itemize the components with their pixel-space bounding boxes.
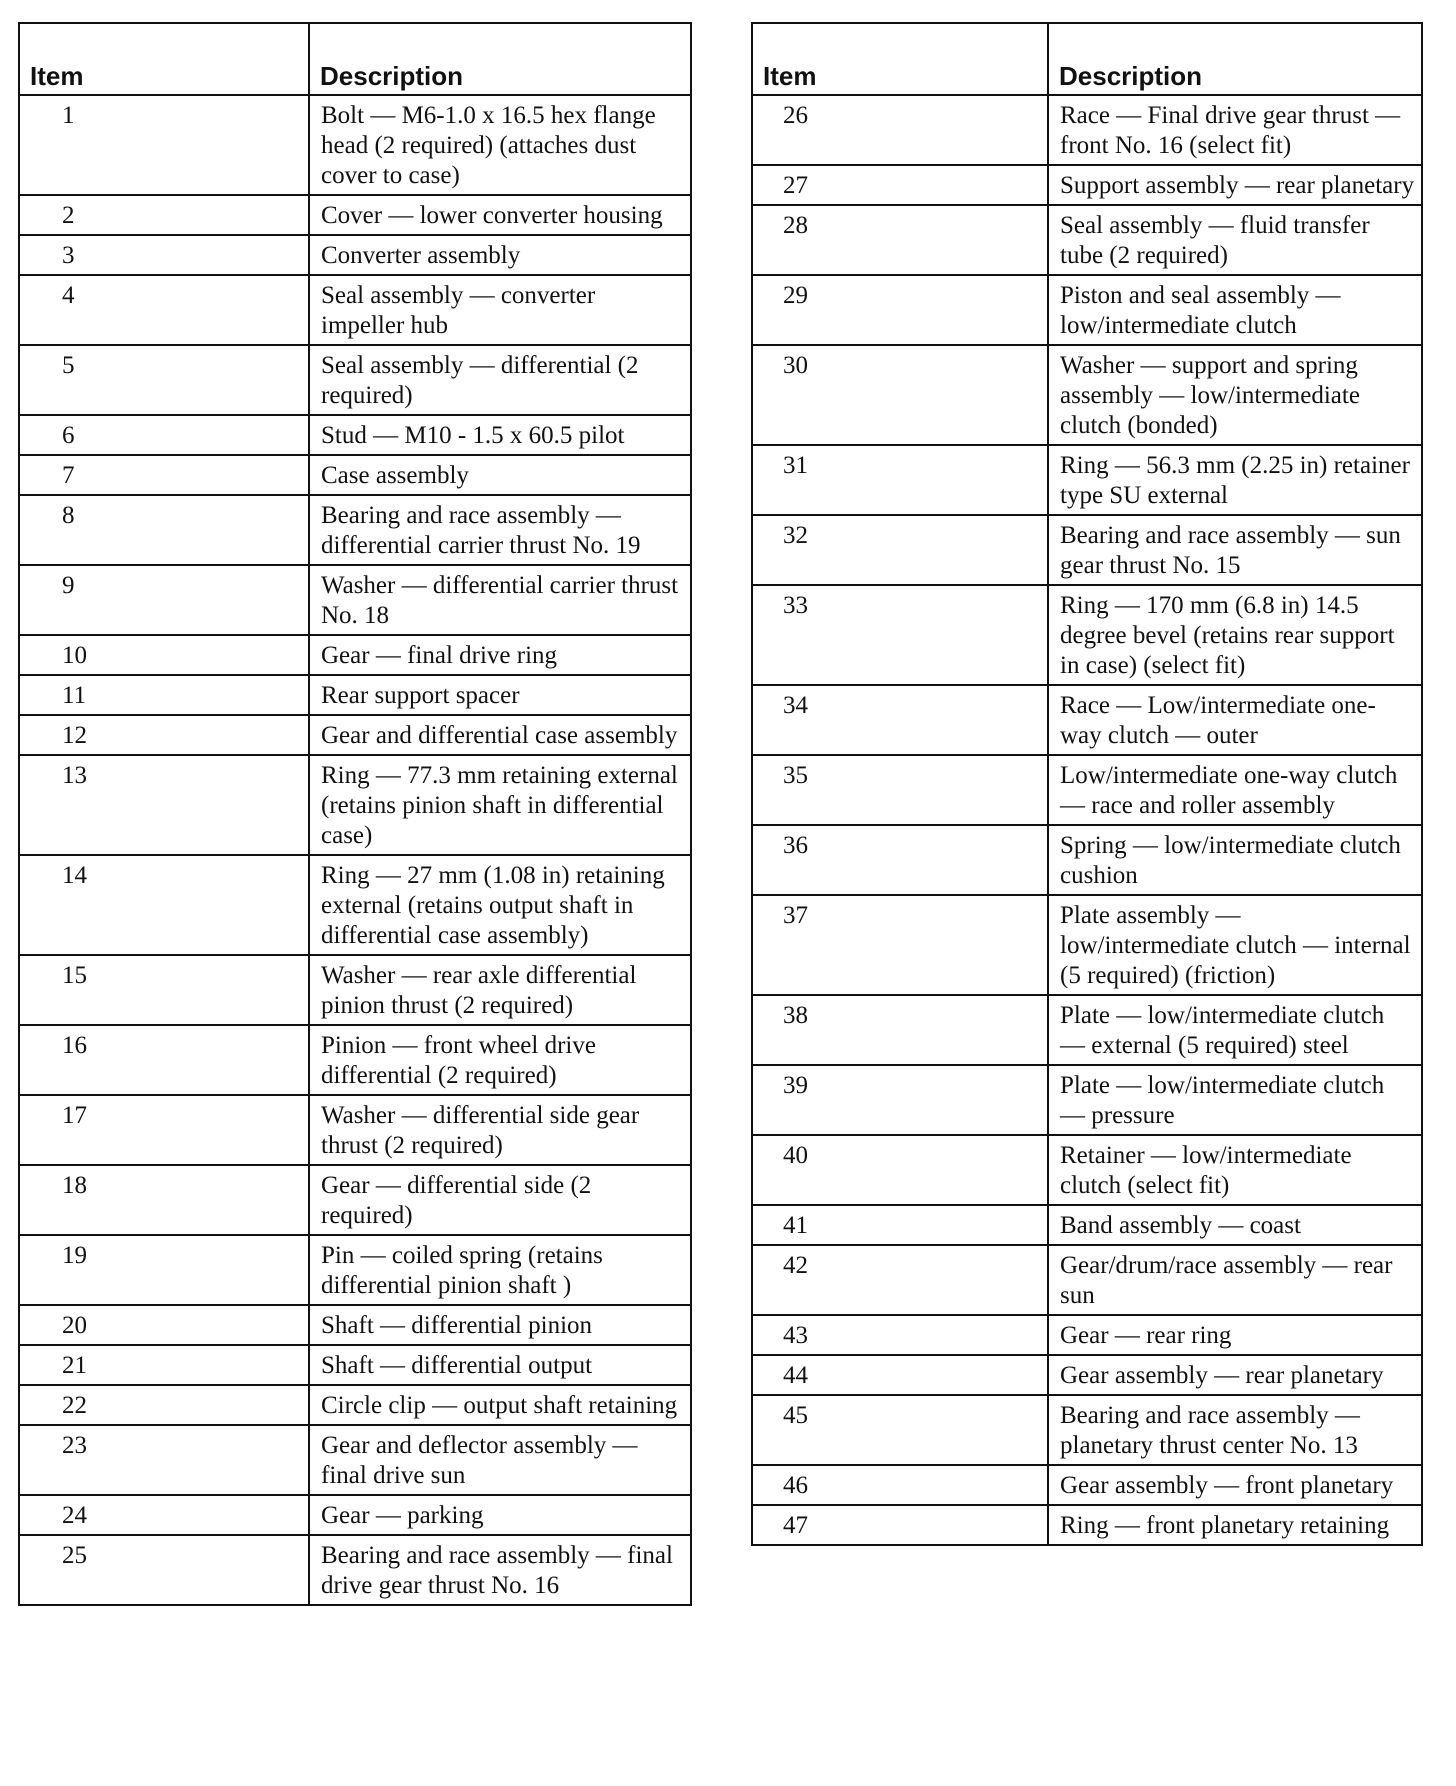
table-row — [19, 195, 691, 235]
table-row — [752, 1205, 1422, 1245]
item-description: Pinion — front wheel drive differential (2 required) — [309, 1025, 691, 1095]
item-description: Washer — support and spring assembly — low/intermediate clutch (bonded) — [1048, 345, 1422, 445]
item-description: Low/intermediate one-way clutch — race and roller assembly — [1048, 755, 1422, 825]
item-number: 6 — [19, 415, 309, 455]
item-description: Ring — front planetary retaining — [1048, 1505, 1422, 1545]
item-number: 12 — [19, 715, 309, 755]
item-description: Case assembly — [309, 455, 691, 495]
table-row — [19, 345, 691, 415]
item-description: Converter assembly — [309, 235, 691, 275]
item-description: Bearing and race assembly — differential carrier thrust No. 19 — [309, 495, 691, 565]
item-description: Gear and deflector assembly — final drive sun — [309, 1425, 691, 1495]
item-number: 44 — [752, 1355, 1048, 1395]
parts-table-left-body — [19, 95, 691, 1605]
item-description: Gear — final drive ring — [309, 635, 691, 675]
table-row — [19, 715, 691, 755]
item-number: 45 — [752, 1395, 1048, 1465]
table-row — [19, 95, 691, 195]
item-number: 34 — [752, 685, 1048, 755]
item-number: 37 — [752, 895, 1048, 995]
item-description: Race — Final drive gear thrust — front No. 16 (select fit) — [1048, 95, 1422, 165]
item-description: Shaft — differential output — [309, 1345, 691, 1385]
description-column-header: Description — [309, 23, 691, 95]
item-description: Plate — low/intermediate clutch — pressure — [1048, 1065, 1422, 1135]
item-number: 42 — [752, 1245, 1048, 1315]
table-row — [752, 345, 1422, 445]
table-row — [19, 565, 691, 635]
item-description: Ring — 27 mm (1.08 in) retaining external (retains output shaft in differential case assembly) — [309, 855, 691, 955]
item-number: 36 — [752, 825, 1048, 895]
table-row — [752, 445, 1422, 515]
item-number: 24 — [19, 1495, 309, 1535]
item-number: 23 — [19, 1425, 309, 1495]
item-number: 9 — [19, 565, 309, 635]
table-row — [19, 1345, 691, 1385]
item-number: 41 — [752, 1205, 1048, 1245]
item-number: 20 — [19, 1305, 309, 1345]
table-row — [19, 1425, 691, 1495]
table-row — [752, 1135, 1422, 1205]
description-column-header: Description — [1048, 23, 1422, 95]
item-description: Plate assembly — low/intermediate clutch — internal (5 required) (friction) — [1048, 895, 1422, 995]
item-number: 40 — [752, 1135, 1048, 1205]
item-number: 22 — [19, 1385, 309, 1425]
item-description: Race — Low/intermediate one-way clutch — outer — [1048, 685, 1422, 755]
item-description: Retainer — low/intermediate clutch (select fit) — [1048, 1135, 1422, 1205]
item-number: 38 — [752, 995, 1048, 1065]
item-description: Piston and seal assembly — low/intermediate clutch — [1048, 275, 1422, 345]
item-number: 28 — [752, 205, 1048, 275]
item-number: 10 — [19, 635, 309, 675]
table-row — [752, 1505, 1422, 1545]
item-description: Bearing and race assembly — sun gear thrust No. 15 — [1048, 515, 1422, 585]
table-row — [19, 635, 691, 675]
item-description: Seal assembly — fluid transfer tube (2 required) — [1048, 205, 1422, 275]
table-row — [19, 275, 691, 345]
table-row — [752, 1245, 1422, 1315]
table-row — [752, 165, 1422, 205]
table-row — [19, 1535, 691, 1605]
table-row — [752, 1465, 1422, 1505]
item-number: 39 — [752, 1065, 1048, 1135]
item-number: 16 — [19, 1025, 309, 1095]
item-description: Pin — coiled spring (retains differential pinion shaft ) — [309, 1235, 691, 1305]
item-number: 32 — [752, 515, 1048, 585]
item-description: Washer — rear axle differential pinion thrust (2 required) — [309, 955, 691, 1025]
item-description: Seal assembly — converter impeller hub — [309, 275, 691, 345]
item-description: Seal assembly — differential (2 required) — [309, 345, 691, 415]
item-description: Rear support spacer — [309, 675, 691, 715]
table-row — [19, 1385, 691, 1425]
item-number: 18 — [19, 1165, 309, 1235]
item-description: Circle clip — output shaft retaining — [309, 1385, 691, 1425]
table-row — [19, 855, 691, 955]
item-description: Bearing and race assembly — final drive gear thrust No. 16 — [309, 1535, 691, 1605]
item-number: 13 — [19, 755, 309, 855]
item-number: 31 — [752, 445, 1048, 515]
item-description: Ring — 77.3 mm retaining external (retains pinion shaft in differential case) — [309, 755, 691, 855]
item-description: Gear — parking — [309, 1495, 691, 1535]
table-row — [752, 685, 1422, 755]
item-description: Washer — differential carrier thrust No. 18 — [309, 565, 691, 635]
table-row — [752, 585, 1422, 685]
item-column-header: Item — [752, 23, 1048, 95]
table-row — [19, 1025, 691, 1095]
table-row — [19, 1095, 691, 1165]
item-number: 1 — [19, 95, 309, 195]
item-number: 46 — [752, 1465, 1048, 1505]
item-description: Gear — differential side (2 required) — [309, 1165, 691, 1235]
item-description: Gear — rear ring — [1048, 1315, 1422, 1355]
item-number: 8 — [19, 495, 309, 565]
item-description: Spring — low/intermediate clutch cushion — [1048, 825, 1422, 895]
table-row — [752, 1355, 1422, 1395]
table-row — [19, 235, 691, 275]
table-row — [752, 895, 1422, 995]
item-number: 29 — [752, 275, 1048, 345]
item-number: 7 — [19, 455, 309, 495]
item-description: Cover — lower converter housing — [309, 195, 691, 235]
parts-table-right-body — [752, 95, 1422, 1545]
table-row — [19, 755, 691, 855]
item-number: 30 — [752, 345, 1048, 445]
table-row — [19, 955, 691, 1025]
item-description: Bearing and race assembly — planetary thrust center No. 13 — [1048, 1395, 1422, 1465]
table-row — [752, 1395, 1422, 1465]
table-row — [19, 675, 691, 715]
table-row — [752, 95, 1422, 165]
item-description: Gear and differential case assembly — [309, 715, 691, 755]
table-row — [752, 1315, 1422, 1355]
item-number: 3 — [19, 235, 309, 275]
table-row — [752, 275, 1422, 345]
item-number: 2 — [19, 195, 309, 235]
item-description: Ring — 56.3 mm (2.25 in) retainer type SU external — [1048, 445, 1422, 515]
item-number: 21 — [19, 1345, 309, 1385]
item-number: 43 — [752, 1315, 1048, 1355]
table-row — [752, 995, 1422, 1065]
item-description: Washer — differential side gear thrust (2 required) — [309, 1095, 691, 1165]
item-number: 26 — [752, 95, 1048, 165]
item-description: Gear assembly — rear planetary — [1048, 1355, 1422, 1395]
item-number: 33 — [752, 585, 1048, 685]
item-number: 5 — [19, 345, 309, 415]
item-number: 14 — [19, 855, 309, 955]
item-description: Ring — 170 mm (6.8 in) 14.5 degree bevel (retains rear support in case) (select fit) — [1048, 585, 1422, 685]
item-description: Gear assembly — front planetary — [1048, 1465, 1422, 1505]
item-description: Gear/drum/race assembly — rear sun — [1048, 1245, 1422, 1315]
table-row — [19, 415, 691, 455]
item-number: 15 — [19, 955, 309, 1025]
item-number: 27 — [752, 165, 1048, 205]
table-row — [19, 1165, 691, 1235]
header-row — [752, 23, 1422, 95]
item-description: Stud — M10 - 1.5 x 60.5 pilot — [309, 415, 691, 455]
item-number: 19 — [19, 1235, 309, 1305]
parts-table-right — [751, 22, 1423, 1546]
parts-table-left — [18, 22, 692, 1606]
item-description: Bolt — M6-1.0 x 16.5 hex flange head (2 required) (attaches dust cover to case) — [309, 95, 691, 195]
table-row — [752, 825, 1422, 895]
table-row — [19, 1235, 691, 1305]
table-row — [19, 1305, 691, 1345]
table-row — [752, 1065, 1422, 1135]
table-row — [752, 755, 1422, 825]
item-number: 17 — [19, 1095, 309, 1165]
header-row — [19, 23, 691, 95]
item-column-header: Item — [19, 23, 309, 95]
table-row — [19, 495, 691, 565]
table-row — [19, 1495, 691, 1535]
item-number: 47 — [752, 1505, 1048, 1545]
item-number: 11 — [19, 675, 309, 715]
item-number: 4 — [19, 275, 309, 345]
item-description: Band assembly — coast — [1048, 1205, 1422, 1245]
item-description: Support assembly — rear planetary — [1048, 165, 1422, 205]
table-row — [752, 205, 1422, 275]
table-row — [752, 515, 1422, 585]
item-number: 25 — [19, 1535, 309, 1605]
item-description: Shaft — differential pinion — [309, 1305, 691, 1345]
table-row — [19, 455, 691, 495]
item-description: Plate — low/intermediate clutch — external (5 required) steel — [1048, 995, 1422, 1065]
item-number: 35 — [752, 755, 1048, 825]
